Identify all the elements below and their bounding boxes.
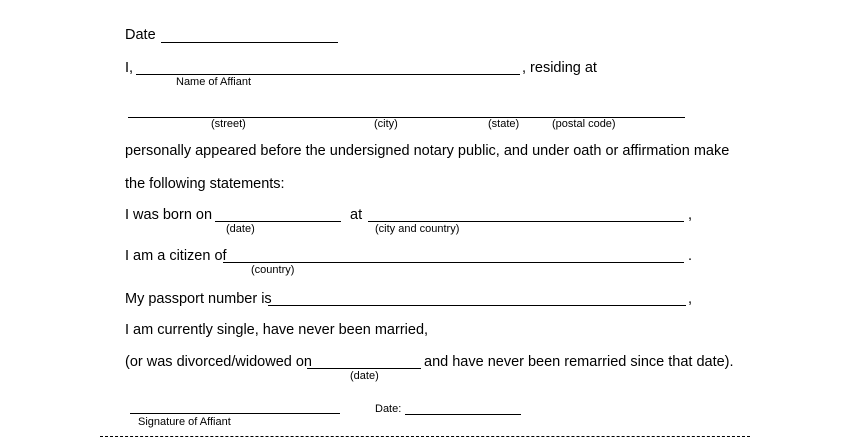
city-country-hint: (city and country): [375, 223, 460, 235]
citizen-label: I am a citizen of: [125, 248, 227, 264]
born-on-label: I was born on: [125, 207, 213, 223]
street-hint: (street): [211, 118, 246, 130]
at-label: at: [350, 207, 363, 223]
signature-date-label: Date:: [375, 403, 402, 415]
name-of-affiant-hint: Name of Affiant: [176, 76, 252, 88]
divorce-date-hint: (date): [350, 370, 379, 382]
divorce-date-field[interactable]: [307, 368, 421, 369]
i-label: I,: [125, 60, 134, 76]
birth-date-hint: (date): [226, 223, 255, 235]
passport-comma: ,: [688, 291, 693, 307]
postal-code-hint: (postal code): [552, 118, 616, 130]
divorced-prefix: (or was divorced/widowed on: [125, 354, 312, 370]
birth-place-field[interactable]: [368, 221, 684, 222]
residing-at-label: , residing at: [522, 60, 597, 76]
born-comma: ,: [688, 207, 693, 223]
signature-field[interactable]: [130, 413, 340, 414]
country-hint: (country): [251, 264, 295, 276]
signature-date-field[interactable]: [405, 414, 521, 415]
passport-label: My passport number is: [125, 291, 272, 307]
cut-line-divider: [100, 436, 750, 437]
statement-line-1: personally appeared before the undersigned notary public, and under oath or affirmation make: [125, 143, 730, 159]
divorced-suffix: and have never been remarried since that date).: [424, 354, 734, 370]
citizen-period: .: [688, 248, 693, 264]
date-field[interactable]: [161, 42, 338, 43]
signature-label: Signature of Affiant: [138, 416, 231, 428]
state-hint: (state): [488, 118, 520, 130]
statement-line-2: the following statements:: [125, 176, 285, 192]
date-label: Date: [125, 27, 156, 43]
birth-date-field[interactable]: [215, 221, 341, 222]
affiant-name-field[interactable]: [136, 74, 520, 75]
passport-number-field[interactable]: [268, 305, 686, 306]
citizenship-field[interactable]: [223, 262, 684, 263]
single-statement: I am currently single, have never been married,: [125, 322, 429, 338]
city-hint: (city): [374, 118, 398, 130]
